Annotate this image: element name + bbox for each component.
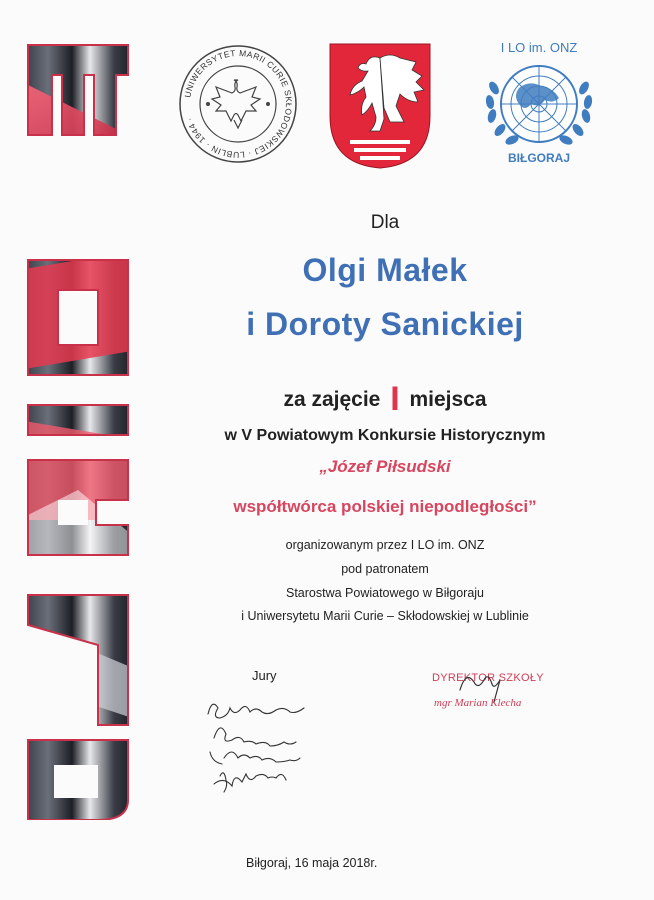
place-prefix: za zajęcie bbox=[283, 388, 381, 411]
dyplom-vertical-title bbox=[18, 20, 138, 820]
i-lo-onz-logo bbox=[474, 38, 604, 170]
place-line bbox=[200, 380, 570, 419]
coat-of-arms-logo bbox=[326, 40, 434, 172]
patron-line1: Starostwa Powiatowego w Biłgoraju bbox=[285, 586, 485, 600]
place-suffix: miejsca bbox=[409, 388, 487, 411]
umcs-seal-logo bbox=[178, 38, 298, 170]
svg-text:UNIWERSYTET MARII CURIE SKŁODO: UNIWERSYTET MARII CURIE SKŁODOWSKIEJ · LUBLIN · 1944 · bbox=[182, 47, 295, 161]
recipient-name-line2: i Doroty Sanickiej bbox=[246, 306, 524, 342]
svg-text:I LO im. ONZ: I LO im. ONZ bbox=[500, 40, 578, 55]
director-signature bbox=[452, 664, 512, 704]
topic-line1: „Józef Piłsudski bbox=[319, 457, 451, 476]
dyplom-lettering-graphic bbox=[18, 20, 138, 820]
jury-signatures bbox=[200, 692, 340, 802]
competition-name: w V Powiatowym Konkursie Historycznym bbox=[224, 427, 546, 444]
jury-label: Jury bbox=[252, 668, 277, 683]
issue-date: Biłgoraj, 16 maja 2018r. bbox=[246, 856, 378, 870]
topic-line2: współtwórca polskiej niepodległości” bbox=[233, 497, 537, 516]
organizer-line: organizowanym przez I LO im. ONZ bbox=[285, 538, 485, 552]
director-name: mgr Marian Klecha bbox=[434, 697, 522, 709]
patron-line2: i Uniwersytetu Marii Curie – Skłodowskiej w Lublinie bbox=[241, 609, 529, 623]
recipient-name-line1: Olgi Małek bbox=[302, 252, 468, 288]
director-label: DYREKTOR SZKOŁY bbox=[432, 672, 544, 684]
patronage-line: pod patronatem bbox=[341, 562, 429, 576]
svg-text:BIŁGORAJ: BIŁGORAJ bbox=[507, 151, 571, 165]
dedication-label: Dla bbox=[370, 212, 400, 233]
place-number: I bbox=[390, 380, 400, 418]
